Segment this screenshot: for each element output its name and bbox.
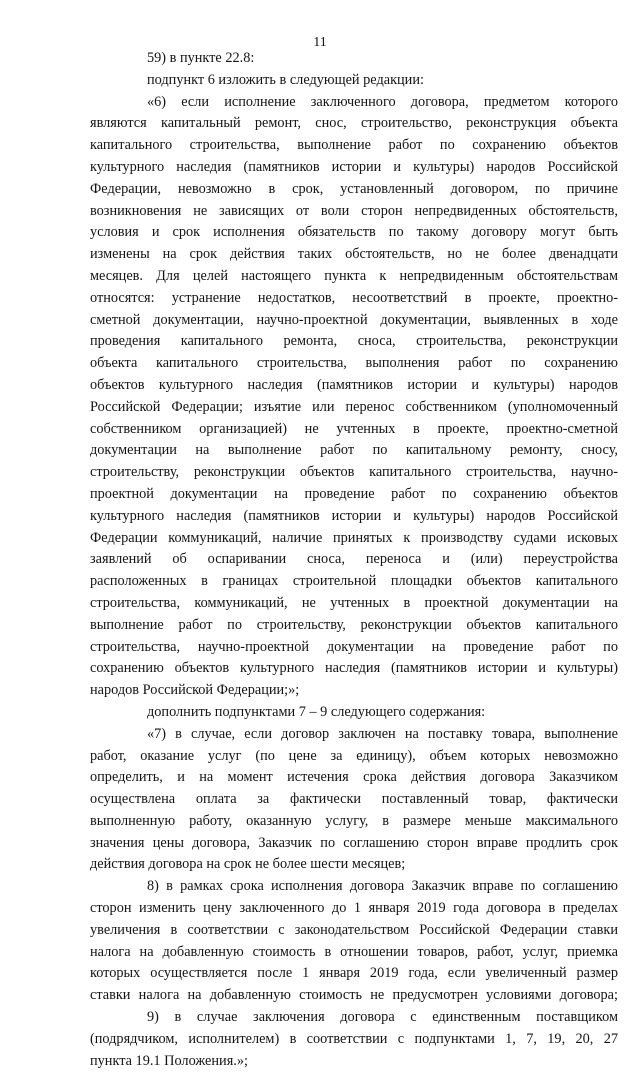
text-line: проектной документации на проведение работ по сохранению объектов [90,485,618,502]
text-line: заявлений об оспаривании сноса, переноса и (или) переустройства [90,551,618,568]
text-line: пункта 19.1 Положения.»; [90,1052,248,1069]
text-line: объектов культурного наследия (памятников истории и культуры) народов [90,376,618,393]
text-line: дополнить подпунктами 7 – 9 следующего содержания: [147,703,486,720]
text-line: определить, и на момент истечения срока действия договора Заказчиком [90,769,618,786]
text-line: капитального строительства, выполнение работ по сохранению объектов [90,137,618,154]
text-line: условия и срок исполнения обязательств по такому договору могут быть [90,224,618,241]
text-line: работ, оказание услуг (по цене за единицу), объем которых невозможно [90,747,618,764]
text-line: (подрядчиком, исполнителем) в соответствии с подпунктами 1, 7, 19, 20, 27 [90,1030,618,1047]
text-line: являются капитальный ремонт, снос, строительство, реконструкция объекта [90,115,618,132]
text-line: сохранению объектов культурного наследия (памятников истории и культуры) [90,660,618,677]
text-line: изменены на срок действия таких обстоятельств, но не более двенадцати [90,246,618,263]
text-line: 8) в рамках срока исполнения договора Заказчик вправе по соглашению [147,878,618,895]
text-line: осуществлена оплата за фактически поставленный товар, фактически [90,791,618,808]
text-line: расположенных в границах строительной площадки объектов капитального [90,573,618,590]
text-line: культурного наследия (памятников истории и культуры) народов Российской [90,507,618,524]
text-line: увеличения в соответствии с законодательством Российской Федерации ставки [90,921,618,938]
text-line: строительства, коммуникаций, не учтенных в проектной документации на [90,594,618,611]
text-line: Федерации коммуникаций, наличие принятых к производству судами исковых [90,529,618,546]
document-body [90,48,618,1072]
text-line: «6) если исполнение заключенного договора, предметом которого [147,93,618,110]
text-line: собственником организацией) не учтенных в проекте, проектно-сметной [90,420,618,437]
text-line: «7) в случае, если договор заключен на поставку товара, выполнение [147,725,618,742]
text-line: сметной документации, научно-проектной документации, выявленных в ходе [90,311,618,328]
text-line: относятся: устранение недостатков, несоответствий в проекте, проектно- [90,289,618,306]
text-line: 9) в случае заключения договора с единственным поставщиком [147,1009,618,1026]
text-line: строительства, научно-проектной документации на проведение работ по [90,638,618,655]
text-line: документации на выполнение работ по капитальному ремонту, сносу, [90,442,618,459]
text-line: Федерации, невозможно в срок, установленный договором, по причине [90,180,618,197]
text-line: налога на добавленную стоимость в отношении товаров, работ, услуг, приемка [90,943,618,960]
text-line: Российской Федерации; изъятие или перенос собственником (уполномоченный [90,398,618,415]
text-line: сторон изменить цену заключенного до 1 января 2019 года договора в пределах [90,900,618,917]
text-line: месяцев. Для целей настоящего пункта к непредвиденным обстоятельствам [90,267,618,284]
text-line: значения цены договора, Заказчик по соглашению сторон вправе продлить срок [90,834,618,851]
text-line: которых осуществляется после 1 января 2019 года, если увеличенный размер [90,965,618,982]
text-line: ставки налога на добавленную стоимость не предусмотрен условиями договора; [90,987,618,1004]
text-line: действия договора на срок не более шести месяцев; [90,856,406,873]
text-line: возникновения не зависящих от воли сторон непредвиденных обстоятельств, [90,202,618,219]
text-line: проведения капитального ремонта, сноса, строительства, реконструкции [90,333,618,350]
text-line: 59) в пункте 22.8: [147,50,255,66]
text-line: выполненную работу, оказанную услугу, в размере меньше максимального [90,812,618,829]
page-number: 11 [313,35,327,50]
text-line: выполнение работ по строительству, реконструкции объектов капитального [90,616,618,633]
text-line: народов Российской Федерации;»; [90,682,300,699]
text-line: подпункт 6 изложить в следующей редакции: [147,71,424,88]
text-line: культурного наследия (памятников истории и культуры) народов Российской [90,158,618,175]
text-line: объекта капитального строительства, выполнения работ по сохранению [90,355,618,372]
text-line: строительству, реконструкции объектов капитального строительства, научно- [90,464,618,481]
